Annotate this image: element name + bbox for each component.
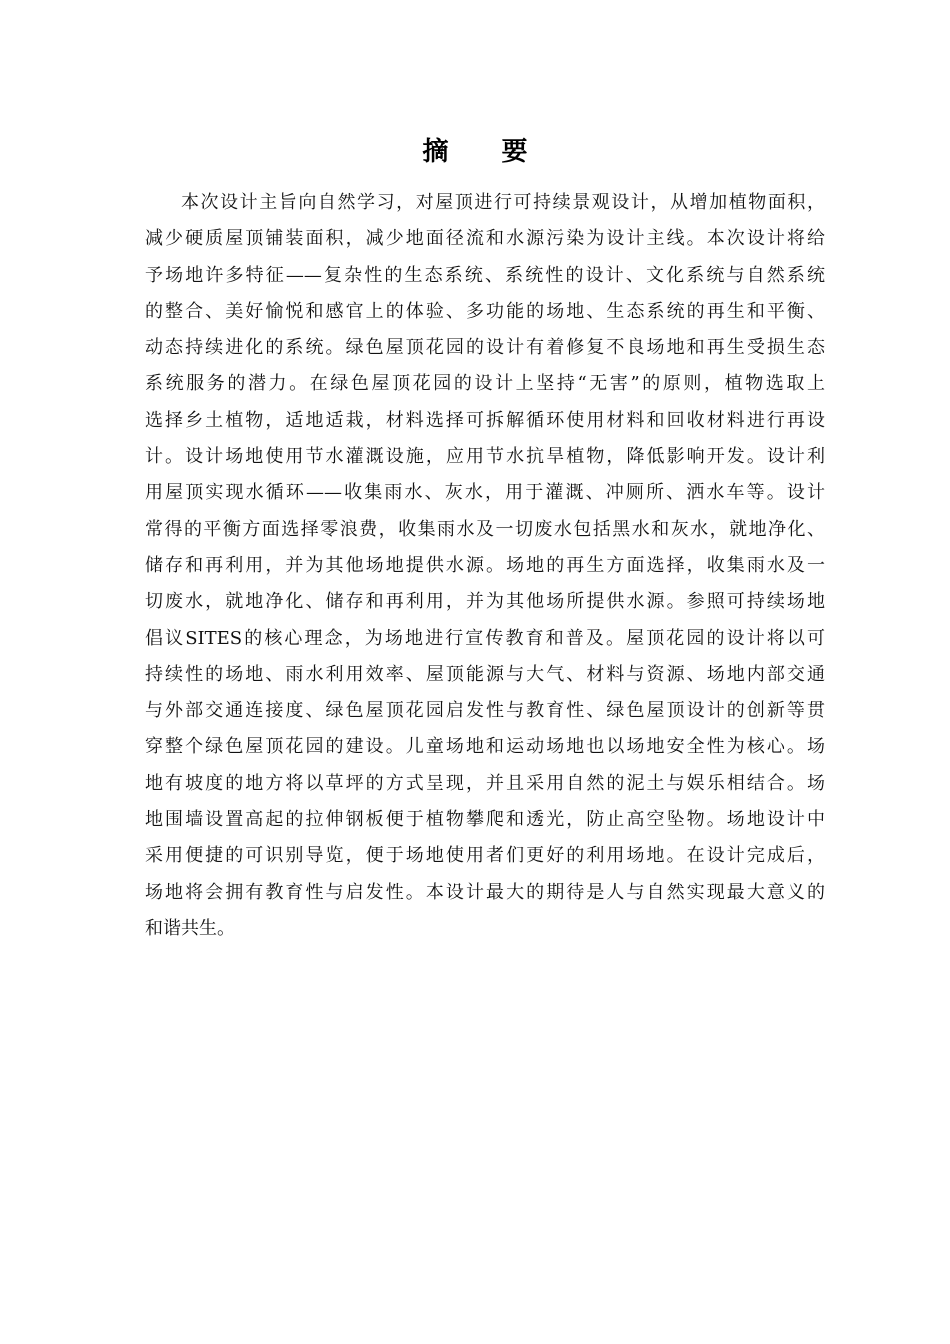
abstract-line: 采用便捷的可识别导览，便于场地使用者们更好的利用场地。在设计完成后， bbox=[145, 845, 825, 867]
abstract-line: 地围墙设置高起的拉伸钢板便于植物攀爬和透光，防止高空坠物。场地设计中 bbox=[145, 809, 825, 831]
abstract-line: 切废水，就地净化、储存和再利用，并为其他场所提供水源。参照可持续场地 bbox=[145, 591, 825, 613]
abstract-line: 予场地许多特征——复杂性的生态系统、系统性的设计、文化系统与自然系统 bbox=[145, 264, 825, 286]
abstract-line: 与外部交通连接度、绿色屋顶花园启发性与教育性、绿色屋顶设计的创新等贯 bbox=[145, 700, 825, 722]
abstract-body bbox=[145, 185, 825, 947]
abstract-line: 动态持续进化的系统。绿色屋顶花园的设计有着修复不良场地和再生受损生态 bbox=[145, 337, 825, 359]
abstract-line: 和谐共生。 bbox=[145, 917, 235, 939]
abstract-line: 系统服务的潜力。在绿色屋顶花园的设计上坚持“无害”的原则，植物选取上 bbox=[145, 373, 825, 395]
abstract-line: 减少硬质屋顶铺装面积，减少地面径流和水源污染为设计主线。本次设计将给 bbox=[145, 228, 825, 250]
abstract-line: 倡议SITES的核心理念，为场地进行宣传教育和普及。屋顶花园的设计将以可 bbox=[145, 627, 825, 649]
abstract-line: 地有坡度的地方将以草坪的方式呈现，并且采用自然的泥土与娱乐相结合。场 bbox=[145, 772, 825, 794]
abstract-line: 穿整个绿色屋顶花园的建设。儿童场地和运动场地也以场地安全性为核心。场 bbox=[145, 736, 825, 758]
abstract-line: 计。设计场地使用节水灌溉设施，应用节水抗旱植物，降低影响开发。设计利 bbox=[145, 446, 825, 468]
abstract-title: 摘 要 bbox=[422, 137, 550, 167]
abstract-line: 常得的平衡方面选择零浪费，收集雨水及一切废水包括黑水和灰水，就地净化、 bbox=[145, 518, 825, 540]
abstract-line: 选择乡土植物，适地适栽，材料选择可拆解循环使用材料和回收材料进行再设 bbox=[145, 409, 825, 431]
abstract-line: 持续性的场地、雨水利用效率、屋顶能源与大气、材料与资源、场地内部交通 bbox=[145, 663, 825, 685]
abstract-line: 用屋顶实现水循环——收集雨水、灰水，用于灌溉、冲厕所、洒水车等。设计 bbox=[145, 482, 825, 504]
abstract-line: 本次设计主旨向自然学习，对屋顶进行可持续景观设计，从增加植物面积， bbox=[181, 192, 825, 213]
abstract-line: 的整合、美好愉悦和感官上的体验、多功能的场地、生态系统的再生和平衡、 bbox=[145, 300, 825, 322]
abstract-line: 储存和再利用，并为其他场地提供水源。场地的再生方面选择，收集雨水及一 bbox=[145, 554, 825, 576]
abstract-line: 场地将会拥有教育性与启发性。本设计最大的期待是人与自然实现最大意义的 bbox=[145, 881, 825, 903]
